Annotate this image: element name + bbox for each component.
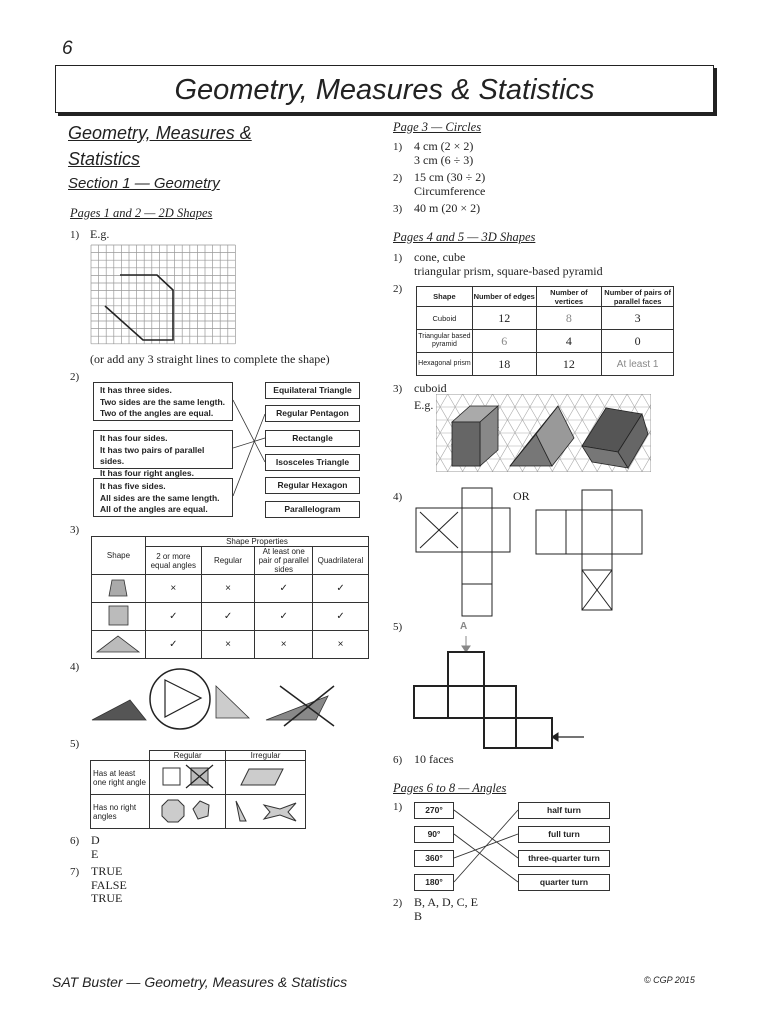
turn-box-quarter: quarter turn bbox=[518, 874, 610, 891]
page-3-title: Page 3 — Circles bbox=[393, 120, 482, 134]
p45-q4-or: OR bbox=[513, 489, 530, 503]
angle-box-360: 360° bbox=[414, 850, 454, 867]
q4-number: 4) bbox=[70, 661, 80, 673]
turn-box-three-quarter: three-quarter turn bbox=[518, 850, 610, 867]
pages-1-2-title: Pages 1 and 2 — 2D Shapes bbox=[70, 206, 213, 220]
q3-cell: × bbox=[201, 575, 255, 603]
q2-label-rectangle: Rectangle bbox=[265, 430, 360, 447]
q5-number: 5) bbox=[70, 738, 80, 750]
q5-col-header: Irregular bbox=[226, 751, 306, 761]
table-row-shape: Cuboid bbox=[417, 307, 473, 330]
table-cell: 3 bbox=[602, 307, 674, 330]
q3-cell: ✓ bbox=[255, 575, 313, 603]
table-header: Number of vertices bbox=[536, 287, 602, 307]
p68-q2-answers bbox=[414, 896, 478, 923]
q5-row-header: Has no right angles bbox=[91, 795, 150, 829]
q2-desc-line: All of the angles are equal. bbox=[100, 504, 208, 514]
net-with-arrows bbox=[412, 634, 590, 752]
table-cell: 4 bbox=[536, 330, 602, 353]
angle-box-270: 270° bbox=[414, 802, 454, 819]
arrow-down-icon bbox=[462, 636, 470, 652]
table-cell: 12 bbox=[536, 353, 602, 376]
left-heading-line1: Geometry, Measures & bbox=[68, 123, 252, 143]
q2-desc-line: Two of the angles are equal. bbox=[100, 408, 214, 418]
p68-q1-number: 1) bbox=[393, 801, 403, 813]
p45-q3-answer: cuboid bbox=[414, 381, 447, 395]
table-header: Shape bbox=[417, 287, 473, 307]
q2-desc-line: It has two pairs of parallel sides. bbox=[100, 444, 205, 466]
q3-col-header: At least one pair of parallel sides bbox=[255, 547, 313, 575]
q2-description-box-1 bbox=[93, 382, 233, 421]
q3-cell: × bbox=[255, 631, 313, 659]
q2-label-pentagon: Regular Pentagon bbox=[265, 405, 360, 422]
q1-grid-figure bbox=[90, 244, 236, 350]
q1-note: (or add any 3 straight lines to complete the shape) bbox=[90, 352, 330, 366]
q4-dark-triangle bbox=[92, 700, 146, 720]
net-label-a: A bbox=[460, 621, 468, 632]
q1-number: 1) bbox=[70, 229, 80, 241]
table-cell: 18 bbox=[472, 353, 536, 376]
q6-answer: E bbox=[91, 846, 99, 861]
left-heading bbox=[68, 120, 252, 172]
cube-net-2 bbox=[534, 488, 646, 620]
q2-desc-line: Two sides are the same length. bbox=[100, 396, 226, 407]
footer-title: SAT Buster — Geometry, Measures & Statistics bbox=[52, 974, 348, 990]
p45-q4-number: 4) bbox=[393, 491, 403, 503]
q4-triangles-figure bbox=[88, 668, 350, 736]
q7-answers bbox=[91, 865, 127, 906]
p3-q1-number: 1) bbox=[393, 141, 403, 153]
page-number: 6 bbox=[62, 38, 73, 59]
table-row-shape: Hexagonal prism bbox=[417, 353, 473, 376]
q3-cell: ✓ bbox=[145, 631, 201, 659]
p3-q1-answer bbox=[414, 140, 473, 167]
q2-label-hexagon: Regular Hexagon bbox=[265, 477, 360, 494]
p45-q5-number: 5) bbox=[393, 621, 403, 633]
q3-cell: × bbox=[313, 631, 369, 659]
pages-4-5-title: Pages 4 and 5 — 3D Shapes bbox=[393, 230, 536, 244]
q3-cell: ✓ bbox=[201, 603, 255, 631]
q2-desc-line: It has four right angles. bbox=[100, 467, 194, 478]
q3-col-header: Quadrilateral bbox=[313, 547, 369, 575]
left-heading-line2: Statistics bbox=[68, 149, 141, 169]
q6-answers bbox=[91, 834, 100, 861]
q3-cell: ✓ bbox=[145, 603, 201, 631]
q4-light-triangle bbox=[216, 686, 249, 718]
table-row-shape: Triangular based pyramid bbox=[417, 330, 473, 353]
q5-row-header: Has at least one right angle bbox=[91, 761, 150, 795]
q7-number: 7) bbox=[70, 866, 80, 878]
p45-q3-number: 3) bbox=[393, 383, 403, 395]
table-header: Number of pairs of parallel faces bbox=[602, 287, 674, 307]
q3-cell: ✓ bbox=[313, 575, 369, 603]
table-cell: 6 bbox=[472, 330, 536, 353]
q3-shape-header: Shape bbox=[92, 537, 146, 575]
answer-line: 3 cm (6 ÷ 3) bbox=[414, 152, 474, 167]
cube-net-1 bbox=[414, 486, 514, 618]
p68-q2-number: 2) bbox=[393, 897, 403, 909]
q1-eg: E.g. bbox=[90, 227, 110, 241]
q7-answer: FALSE bbox=[91, 877, 127, 892]
q5-classification-table bbox=[90, 750, 306, 829]
isometric-grid-figure bbox=[436, 394, 651, 472]
q7-answer: TRUE bbox=[91, 864, 123, 878]
table-cell: 8 bbox=[536, 307, 602, 330]
q3-shape-trapezium bbox=[92, 575, 146, 603]
q5-cell-irregular-right bbox=[226, 761, 306, 795]
cuboid-drawing-front bbox=[452, 406, 498, 466]
q2-description-box-3 bbox=[93, 478, 233, 517]
angles-matching-lines bbox=[454, 800, 520, 894]
q2-desc-line: It has five sides. bbox=[100, 481, 166, 491]
table-cell: 0 bbox=[602, 330, 674, 353]
p3-q3-number: 3) bbox=[393, 203, 403, 215]
turn-box-full: full turn bbox=[518, 826, 610, 843]
answer-line: triangular prism, square-based pyramid bbox=[414, 263, 603, 278]
q4-circle-marker bbox=[150, 669, 210, 729]
q3-cell: × bbox=[201, 631, 255, 659]
angle-box-180: 180° bbox=[414, 874, 454, 891]
q2-matching-lines bbox=[233, 380, 267, 520]
p45-q2-number: 2) bbox=[393, 283, 403, 295]
arrow-left-icon bbox=[552, 733, 584, 741]
q3-shape-square bbox=[92, 603, 146, 631]
banner-title-box bbox=[55, 65, 714, 113]
q2-label-parallelogram: Parallelogram bbox=[265, 501, 360, 518]
3d-shapes-table bbox=[416, 286, 674, 376]
footer-copyright: © CGP 2015 bbox=[644, 975, 695, 985]
angle-box-90: 90° bbox=[414, 826, 454, 843]
q3-cell: ✓ bbox=[255, 603, 313, 631]
q2-label-isosceles: Isosceles Triangle bbox=[265, 454, 360, 471]
q3-col-header: Regular bbox=[201, 547, 255, 575]
q3-shape-triangle bbox=[92, 631, 146, 659]
answer-line: cone, cube bbox=[414, 250, 466, 264]
q2-desc-line: All sides are the same length. bbox=[100, 492, 220, 503]
q5-empty-corner bbox=[91, 751, 150, 761]
table-header: Number of edges bbox=[472, 287, 536, 307]
table-cell: 12 bbox=[472, 307, 536, 330]
q3-shape-properties-table bbox=[91, 536, 369, 659]
q6-answer: D bbox=[91, 833, 100, 847]
answer-line: B bbox=[414, 908, 423, 923]
q3-cell: ✓ bbox=[313, 603, 369, 631]
q3-col-header: 2 or more equal angles bbox=[145, 547, 201, 575]
p45-q6-number: 6) bbox=[393, 754, 403, 766]
p45-q3-eg: E.g. bbox=[414, 398, 434, 412]
q1-shape-outline bbox=[105, 275, 173, 340]
p3-q2-number: 2) bbox=[393, 172, 403, 184]
answer-line: 4 cm (2 × 2) bbox=[414, 139, 474, 153]
q5-cell-regular-right bbox=[150, 761, 226, 795]
p45-q1-number: 1) bbox=[393, 252, 403, 264]
q6-number: 6) bbox=[70, 835, 80, 847]
p3-q3-answer: 40 m (20 × 2) bbox=[414, 201, 481, 215]
turn-box-half: half turn bbox=[518, 802, 610, 819]
answer-line: 15 cm (30 ÷ 2) bbox=[414, 170, 486, 184]
answer-line: B, A, D, C, E bbox=[414, 895, 479, 909]
p45-q1-answer bbox=[414, 251, 603, 278]
q2-number: 2) bbox=[70, 371, 80, 383]
p45-q6-answer: 10 faces bbox=[414, 752, 454, 766]
q3-number: 3) bbox=[70, 524, 80, 536]
q3-group-header: Shape Properties bbox=[145, 537, 368, 547]
p3-q2-answer bbox=[414, 171, 485, 198]
q7-answer: TRUE bbox=[91, 891, 123, 905]
q4-equilateral-triangle bbox=[165, 680, 201, 717]
q3-cell: × bbox=[145, 575, 201, 603]
q2-description-box-2 bbox=[93, 430, 233, 478]
answer-line: Circumference bbox=[414, 183, 486, 198]
q2-desc-line: It has four sides. bbox=[100, 433, 168, 443]
q5-cell-irregular-noright bbox=[226, 795, 306, 829]
q5-col-header: Regular bbox=[150, 751, 226, 761]
q5-cell-regular-noright bbox=[150, 795, 226, 829]
table-cell: At least 1 bbox=[602, 353, 674, 376]
banner-title: Geometry, Measures & Statistics bbox=[174, 74, 595, 106]
q2-desc-line: It has three sides. bbox=[100, 385, 172, 395]
section-title: Section 1 — Geometry bbox=[68, 175, 220, 192]
q2-label-equilateral: Equilateral Triangle bbox=[265, 382, 360, 399]
pages-6-8-title: Pages 6 to 8 — Angles bbox=[393, 781, 507, 795]
